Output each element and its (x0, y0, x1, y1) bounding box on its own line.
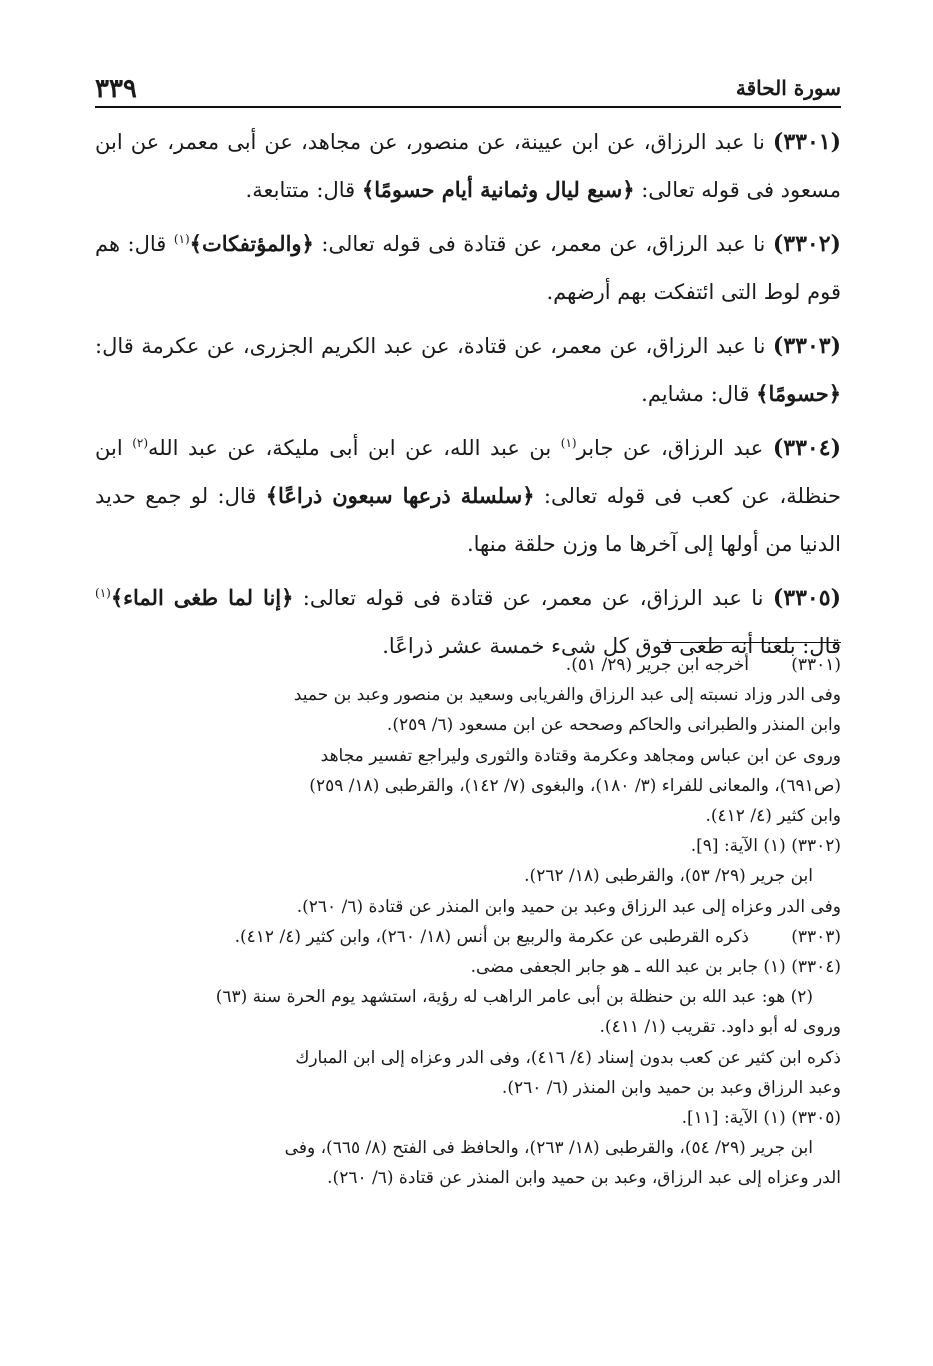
footnote-marker: (١) (560, 436, 577, 450)
quran-quote: ﴿حسومًا﴾ (756, 381, 841, 406)
footnote-label: (٣٣٠٤) (791, 957, 841, 978)
hadith-3301 (95, 118, 841, 214)
hadith-number: (٣٣٠١) (772, 129, 841, 155)
footnote-line: وروى له أبو داود. تقريب (١/ ٤١١). (599, 1017, 841, 1038)
footnote-line: وابن المنذر والطبرانى والحاكم وصححه عن ابن مسعود (٦/ ٢٥٩). (386, 715, 841, 736)
hadith-text: قال: هم قوم لوط التى ائتفكت بهم أرضهم. (95, 232, 841, 304)
footnote-line: (١) الآية: [١١]. (681, 1108, 786, 1129)
main-text (95, 118, 841, 676)
footnote-3302 (95, 831, 841, 861)
footnote-3305 (95, 1103, 841, 1133)
hadith-3304 (95, 424, 841, 568)
quran-quote: ﴿والمؤتفكات﴾ (189, 231, 314, 256)
footnote-line: وروى عن ابن عباس ومجاهد وعكرمة وقتادة والثورى وليراجع تفسير مجاهد (320, 745, 841, 766)
footnote-line: (١) جابر بن عبد الله ـ هو جابر الجعفى مضى. (470, 957, 786, 978)
hadith-number: (٣٣٠٥) (772, 585, 841, 611)
hadith-text: قال: لو جمع حديد الدنيا من أولها إلى آخرها ما وزن حلقة منها. (95, 484, 841, 556)
footnote-line: ابن جرير (٢٩/ ٥٤)، والقرطبى (١٨/ ٢٦٣)، والحافظ فى الفتح (٨/ ٦٦٥)، وفى (284, 1138, 813, 1159)
hadith-text: نا عبد الرزاق، عن معمر، عن قتادة، عن عبد الكريم الجزرى، عن عكرمة قال: (95, 334, 766, 358)
footnote-label: (٣٣٠٥) (791, 1108, 841, 1129)
footnote-line: ذكره ابن كثير عن كعب بدون إسناد (٤/ ٤١٦)، وفى الدر وعزاه إلى ابن المبارك (295, 1047, 841, 1068)
footnote-marker: (١) (95, 586, 111, 600)
footnote-line: (٢) هو: عبد الله بن حنظلة بن أبى عامر الراهب له رؤية، استشهد يوم الحرة سنة (٦٣) (215, 987, 813, 1008)
hadith-number: (٣٣٠٢) (772, 231, 841, 257)
footnote-line: (١) الآية: [٩]. (690, 836, 786, 857)
footnote-label: (٣٣٠١) (791, 655, 841, 675)
footnote-separator (661, 642, 841, 643)
footnote-line: وعبد الرزاق وعبد بن حميد وابن المنذر (٦/ ٢٦٠). (501, 1077, 841, 1098)
hadith-text: عبد الرزاق، عن جابر (576, 436, 764, 460)
hadith-text: ابن حنظلة، عن كعب فى قوله تعالى: (95, 436, 841, 508)
hadith-3302 (95, 220, 841, 316)
footnote-marker: (٢) (132, 436, 149, 450)
footnote-3304 (95, 952, 841, 982)
surah-title: سورة الحاقة (735, 76, 841, 100)
hadith-text: قال: مشايم. (641, 382, 750, 406)
hadith-text: قال: متتابعة. (245, 178, 356, 202)
hadith-number: (٣٣٠٤) (772, 435, 841, 461)
footnote-line: أخرجه ابن جرير (٢٩/ ٥١). (565, 655, 749, 675)
hadith-number: (٣٣٠٣) (772, 333, 841, 359)
hadith-text: نا عبد الرزاق، عن معمر، عن قتادة فى قوله تعالى: (321, 232, 766, 256)
footnote-line: وابن كثير (٤/ ٤١٢). (705, 806, 841, 827)
hadith-text: بن عبد الله، عن ابن أبى مليكة، عن عبد الله (148, 436, 552, 460)
hadith-3303 (95, 322, 841, 418)
footnote-line: (ص٦٩١)، والمعانى للفراء (٣/ ١٨٠)، والبغوى (٧/ ١٤٢)، والقرطبى (١٨/ ٢٥٩) (309, 775, 841, 796)
footnote-marker: (١) (173, 232, 190, 246)
footnote-label: (٣٣٠٣) (791, 926, 841, 947)
hadith-text: نا عبد الرزاق، عن معمر، عن قتادة فى قوله تعالى: (302, 586, 764, 610)
footnote-line: ابن جرير (٢٩/ ٥٣)، والقرطبى (١٨/ ٢٦٢). (524, 866, 813, 887)
hadith-text: نا عبد الرزاق، عن ابن عيينة، عن منصور، عن مجاهد، عن أبى معمر، عن ابن مسعود فى قوله تعالى: (95, 130, 841, 202)
footnote-line: وفى الدر وزاد نسبته إلى عبد الرزاق والفريابى وسعيد بن منصور وعبد بن حميد (293, 685, 841, 706)
page-header (95, 66, 841, 108)
quran-quote: ﴿سلسلة ذرعها سبعون ذراعًا﴾ (265, 483, 535, 508)
footnote-label: (٣٣٠٢) (791, 836, 841, 857)
quran-quote: ﴿إنا لما طغى الماء﴾ (110, 585, 294, 610)
footnote-line: وفى الدر وعزاه إلى عبد الرزاق وعبد بن حميد وابن المنذر عن قتادة (٦/ ٢٦٠). (296, 896, 841, 917)
footnote-3301 (95, 650, 841, 680)
hadith-text: قال: بلغنا أنه طغى فوق كل شىء خمسة عشر ذراعًا. (382, 634, 841, 658)
footnotes (95, 650, 841, 1194)
footnote-line: ذكره القرطبى عن عكرمة والربيع بن أنس (١٨/ ٢٦٠)، وابن كثير (٤/ ٤١٢). (234, 926, 749, 947)
quran-quote: ﴿سبع ليال وثمانية أيام حسومًا﴾ (361, 177, 635, 202)
footnote-line: الدر وعزاه إلى عبد الرزاق، وعبد بن حميد وابن المنذر عن قتادة (٦/ ٢٦٠). (327, 1168, 841, 1189)
page-number: ٣٣٩ (95, 74, 137, 104)
footnote-3303 (95, 922, 841, 952)
